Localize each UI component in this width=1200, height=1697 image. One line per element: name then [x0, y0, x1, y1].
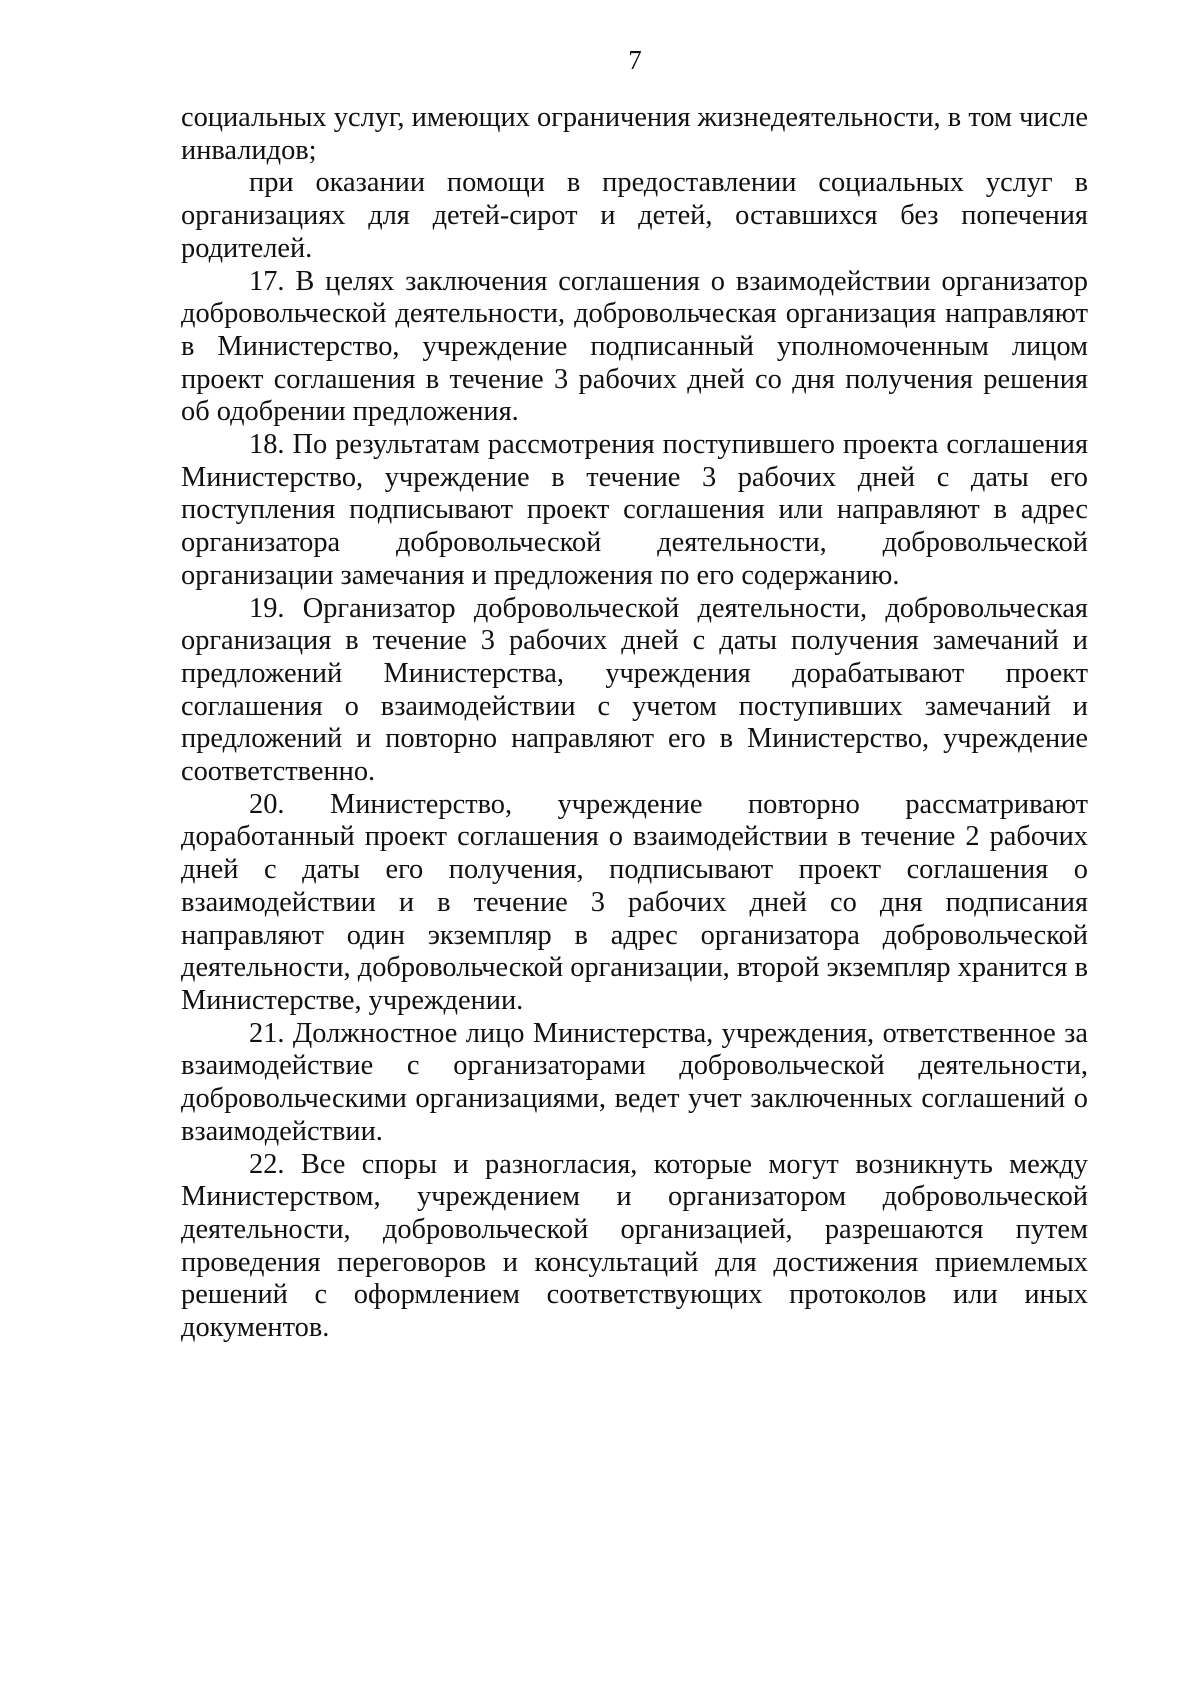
paragraph-20: 20. Министерство, учреждение повторно рассматривают доработанный проект соглашения о взаимодействии в течение 2 рабочих дней с даты его получения, подписывают проект соглашения о взаимодействии и в течение 3 рабочих дней со дня подписания направляют один экземпляр в адрес организатора добровольческой деятельности, добровольческой организации, второй экземпляр хранится в Министерстве, учреждении. — [181, 788, 1088, 1016]
paragraph-orphans-assistance: при оказании помощи в предоставлении социальных услуг в организациях для детей-сирот и детей, оставшихся без попечения родителей. — [181, 167, 1088, 264]
page-number: 7 — [628, 45, 642, 75]
paragraph-19: 19. Организатор добровольческой деятельности, добровольческая организация в течение 3 рабочих дней с даты получения замечаний и предложений Министерства, учреждения дорабатывают проект соглашения о взаимодействии с учетом поступивших замечаний и предложений и повторно направляют его в Министерство, учреждение соответственно. — [181, 592, 1088, 788]
paragraph-17: 17. В целях заключения соглашения о взаимодействии организатор добровольческой деятельности, добровольческая организация направляют в Министерство, учреждение подписанный уполномоченным лицом проект соглашения в течение 3 рабочих дней со дня получения решения об одобрении предложения. — [181, 265, 1088, 428]
document-body — [181, 102, 1088, 1345]
paragraph-continuation: социальных услуг, имеющих ограничения жизнедеятельности, в том числе инвалидов; — [181, 102, 1088, 166]
paragraph-21: 21. Должностное лицо Министерства, учреждения, ответственное за взаимодействие с организаторами добровольческой деятельности, добровольческими организациями, ведет учет заключенных соглашений о взаимодействии. — [181, 1017, 1088, 1147]
paragraph-18: 18. По результатам рассмотрения поступившего проекта соглашения Министерство, учреждение в течение 3 рабочих дней с даты его поступления подписывают проект соглашения или направляют в адрес организатора добровольческой деятельности, добровольческой организации замечания и предложения по его содержанию. — [181, 429, 1088, 591]
paragraph-22: 22. Все споры и разногласия, которые могут возникнуть между Министерством, учреждением и организатором добровольческой деятельности, добровольческой организацией, разрешаются путем проведения переговоров и консультаций для достижения приемлемых решений с оформлением соответствующих протоколов или иных документов. — [181, 1148, 1088, 1344]
